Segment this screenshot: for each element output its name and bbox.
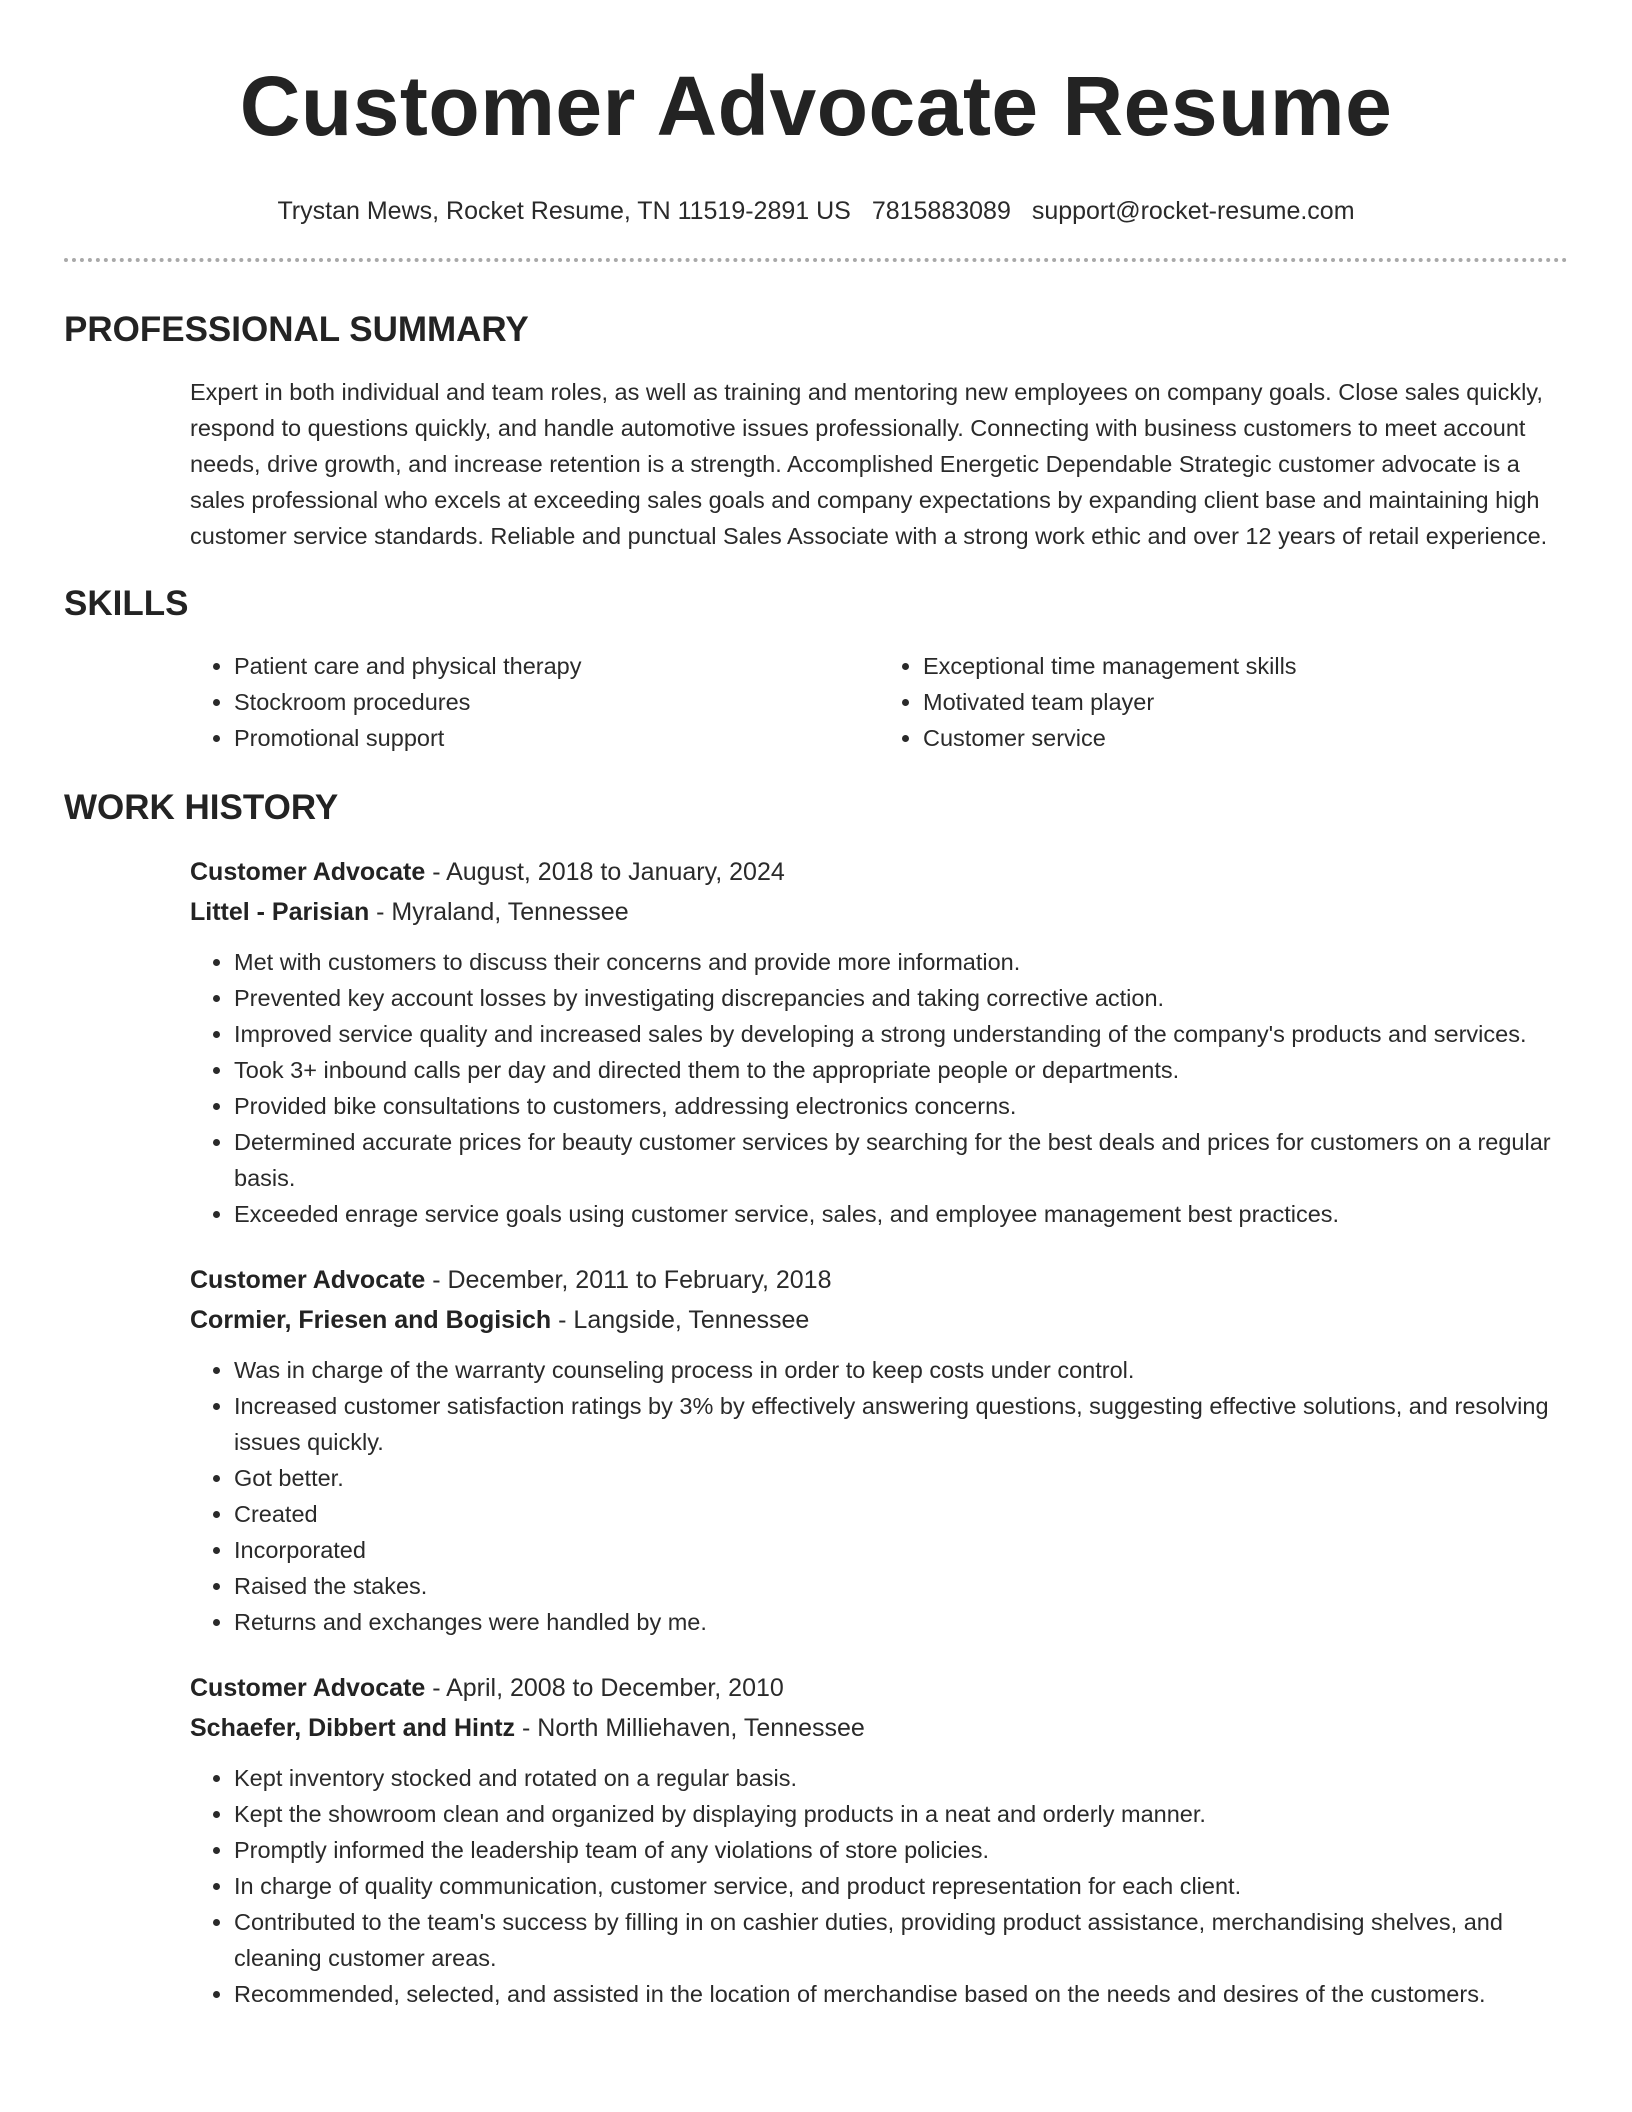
job-bullet: • Determined accurate prices for beauty customer services by searching for the best deals and prices for customers on a regular basis. — [234, 1124, 1568, 1196]
header-divider — [64, 258, 1568, 262]
job-title-line — [190, 1668, 1568, 1708]
job-company: Littel - Parisian — [190, 898, 370, 926]
skills-list — [190, 648, 1568, 756]
job-bullets — [190, 1352, 1568, 1640]
job-bullet: • Was in charge of the warranty counseling process in order to keep costs under control. — [234, 1352, 1568, 1388]
job-bullet: • Improved service quality and increased sales by developing a strong understanding of the company's products and services. — [234, 1016, 1568, 1052]
job-location: - North Milliehaven, Tennessee — [515, 1714, 865, 1742]
skills-column-left — [190, 648, 879, 756]
job-location: - Myraland, Tennessee — [369, 898, 629, 926]
job-bullet: • Exceeded enrage service goals using customer service, sales, and employee management best practices. — [234, 1196, 1568, 1232]
skills-column-right — [879, 648, 1568, 756]
job-company: Cormier, Friesen and Bogisich — [190, 1306, 552, 1334]
job-dates: - April, 2008 to December, 2010 — [425, 1674, 784, 1702]
job-bullet: • Raised the stakes. — [234, 1568, 1568, 1604]
job-title: Customer Advocate — [190, 1266, 426, 1294]
job-bullet: • Contributed to the team's success by filling in on cashier duties, providing product assistance, merchandising shelves, and cleaning customer areas. — [234, 1904, 1568, 1976]
contact-phone: 7815883089 — [871, 197, 1011, 225]
job-dates: - December, 2011 to February, 2018 — [425, 1266, 832, 1294]
work-history-heading: WORK HISTORY — [64, 788, 339, 827]
job-title-line — [190, 852, 1568, 892]
page-title: Customer Advocate Resume — [239, 59, 1393, 153]
skill-item: • Customer service — [923, 720, 1568, 756]
job-bullet: • Met with customers to discuss their concerns and provide more information. — [234, 944, 1568, 980]
skill-item: • Patient care and physical therapy — [234, 648, 879, 684]
job-bullet: • Promptly informed the leadership team of any violations of store policies. — [234, 1832, 1568, 1868]
job-bullet: • Returns and exchanges were handled by me. — [234, 1604, 1568, 1640]
job-bullet: • Took 3+ inbound calls per day and directed them to the appropriate people or departments. — [234, 1052, 1568, 1088]
job-bullet: • In charge of quality communication, customer service, and product representation for each client. — [234, 1868, 1568, 1904]
skills-heading: SKILLS — [64, 584, 189, 623]
job-company-line — [190, 892, 1568, 932]
job-entry — [190, 1260, 1568, 1640]
job-bullet: • Recommended, selected, and assisted in the location of merchandise based on the needs and desires of the customers. — [234, 1976, 1568, 2012]
skill-item: • Exceptional time management skills — [923, 648, 1568, 684]
job-bullet: • Created — [234, 1496, 1568, 1532]
contact-email: support@rocket-resume.com — [1031, 197, 1355, 225]
job-dates: - August, 2018 to January, 2024 — [425, 858, 785, 886]
contact-address: Trystan Mews, Rocket Resume, TN 11519-2891 US — [277, 197, 851, 225]
summary-text: Expert in both individual and team roles, as well as training and mentoring new employees on company goals. Close sales quickly, respond to questions quickly, and handle automotive issues professionally. Connecting with business customers to meet account needs, drive growth, and increase retention is a strength. Accomplished Energetic Dependable Strategic customer advocate is a sales professional who excels at exceeding sales goals and company expectations by expanding client base and maintaining high customer service standards. Reliable and punctual Sales Associate with a strong work ethic and over 12 years of retail experience. — [190, 379, 1548, 549]
job-company-line — [190, 1300, 1568, 1340]
job-title-line — [190, 1260, 1568, 1300]
job-bullets — [190, 944, 1568, 1232]
job-location: - Langside, Tennessee — [551, 1306, 810, 1334]
job-bullet: • Got better. — [234, 1460, 1568, 1496]
skill-item: • Motivated team player — [923, 684, 1568, 720]
skill-item: • Stockroom procedures — [234, 684, 879, 720]
job-bullet: • Increased customer satisfaction ratings by 3% by effectively answering questions, suggesting effective solutions, and resolving issues quickly. — [234, 1388, 1568, 1460]
skill-item: • Promotional support — [234, 720, 879, 756]
job-title: Customer Advocate — [190, 1674, 426, 1702]
job-bullets — [190, 1760, 1568, 2012]
job-entry — [190, 1668, 1568, 2012]
job-bullet: • Incorporated — [234, 1532, 1568, 1568]
job-company: Schaefer, Dibbert and Hintz — [190, 1714, 516, 1742]
job-bullet: • Provided bike consultations to customers, addressing electronics concerns. — [234, 1088, 1568, 1124]
job-company-line — [190, 1708, 1568, 1748]
job-bullet: • Kept inventory stocked and rotated on a regular basis. — [234, 1760, 1568, 1796]
job-title: Customer Advocate — [190, 858, 426, 886]
job-bullet: • Kept the showroom clean and organized by displaying products in a neat and orderly manner. — [234, 1796, 1568, 1832]
job-bullet: • Prevented key account losses by investigating discrepancies and taking corrective action. — [234, 980, 1568, 1016]
summary-heading: PROFESSIONAL SUMMARY — [64, 310, 529, 349]
job-entry — [190, 852, 1568, 1232]
contact-line — [64, 194, 1568, 228]
